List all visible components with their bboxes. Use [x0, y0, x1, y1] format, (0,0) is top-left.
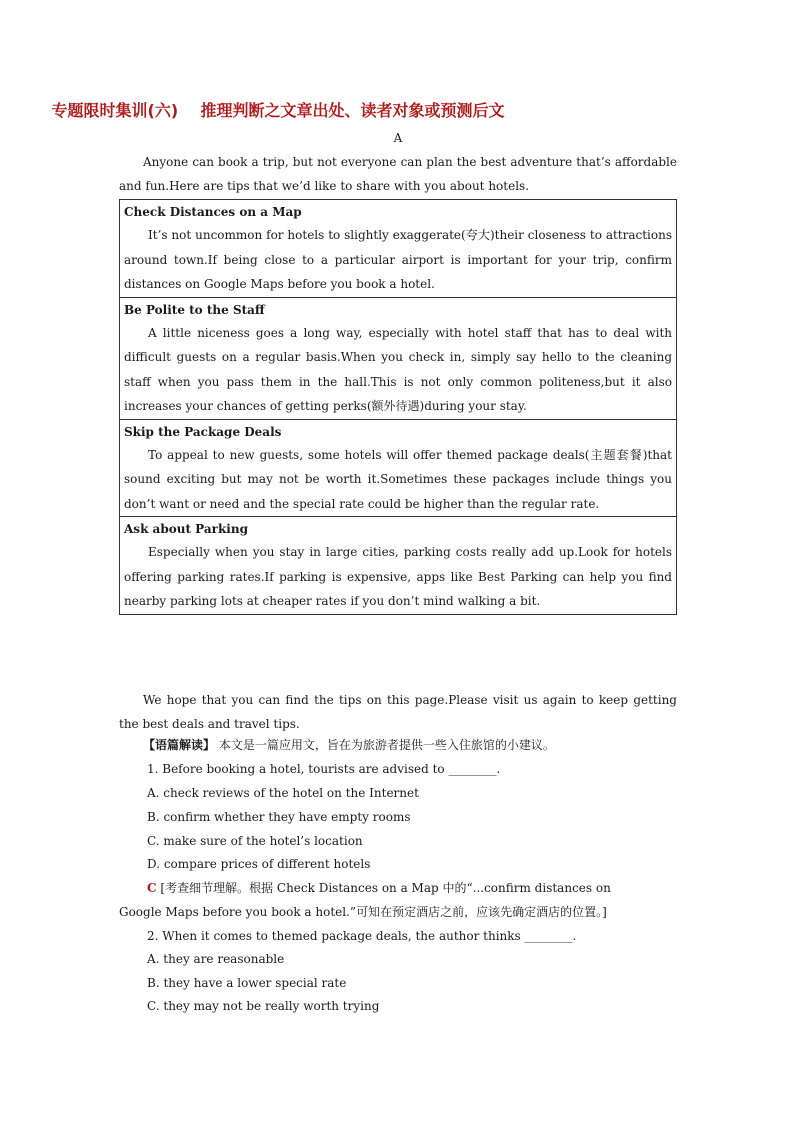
answer-key: C [147, 881, 157, 895]
answer-explanation [147, 876, 611, 900]
tips-table [119, 199, 677, 615]
explanation-text: [考查细节理解。根据 Check Distances on a Map 中的“...confirm distances on [160, 881, 611, 895]
question-stem: 2. When it comes to themed package deals, the author thinks ________. [147, 929, 577, 943]
page-title: 专题限时集训(六) 推理判断之文章出处、读者对象或预测后文 [51, 101, 505, 120]
option-d: D. compare prices of different hotels [147, 857, 371, 871]
analysis-line [143, 733, 555, 757]
tip-body: It’s not uncommon for hotels to slightly exaggerate(夸大)their closeness to attractions around town.If being close to a particular airport is important for your trip, confirm distances on Google Maps before you book a hotel. [124, 228, 672, 291]
option-c: C. make sure of the hotel’s location [147, 834, 363, 848]
option-a: A. check reviews of the hotel on the Internet [147, 786, 419, 800]
tip-row [120, 517, 677, 615]
question-stem: 1. Before booking a hotel, tourists are advised to ________. [147, 762, 501, 776]
explanation-continued: Google Maps before you book a hotel.”可知在预定酒店之前，应该先确定酒店的位置。] [119, 905, 607, 919]
tip-heading: Ask about Parking [124, 522, 248, 536]
option-b: B. they have a lower special rate [147, 976, 347, 990]
tip-body: To appeal to new guests, some hotels will offer themed package deals(主题套餐)that sound exciting but may not be worth it.Sometimes these packages include things you don’t want or need and the special rate could be higher than the regular rate. [124, 447, 672, 511]
tip-body: Especially when you stay in large cities, parking costs really add up.Look for hotels offering parking rates.If parking is expensive, apps like Best Parking can help you find nearby parking lots at cheaper rates if you don’t mind walking a bit. [124, 545, 672, 608]
closing-paragraph: We hope that you can find the tips on this page.Please visit us again to keep getting the best deals and travel tips. [119, 693, 677, 731]
intro-paragraph: Anyone can book a trip, but not everyone can plan the best adventure that’s affordable and fun.Here are tips that we’d like to share with you about hotels. [119, 155, 677, 193]
tip-row [120, 419, 677, 517]
tip-body: A little niceness goes a long way, especially with hotel staff that has to deal with difficult guests on a regular basis.When you check in, simply say hello to the cleaning staff when you pass them in the hall.This is not only common politeness,but it also increases your chances of getting perks(额外待遇)during your stay. [124, 325, 672, 413]
analysis-label: 【语篇解读】 [143, 738, 216, 752]
option-a: A. they are reasonable [147, 952, 285, 966]
tip-row [120, 297, 677, 419]
option-c: C. they may not be really worth trying [147, 999, 380, 1013]
option-b: B. confirm whether they have empty rooms [147, 810, 411, 824]
section-label: A [393, 131, 403, 145]
tip-row [120, 200, 677, 298]
analysis-text: 本文是一篇应用文，旨在为旅游者提供一些入住旅馆的小建议。 [218, 738, 555, 752]
tip-heading: Skip the Package Deals [124, 424, 282, 439]
tip-heading: Be Polite to the Staff [124, 302, 265, 317]
tip-heading: Check Distances on a Map [124, 205, 302, 219]
